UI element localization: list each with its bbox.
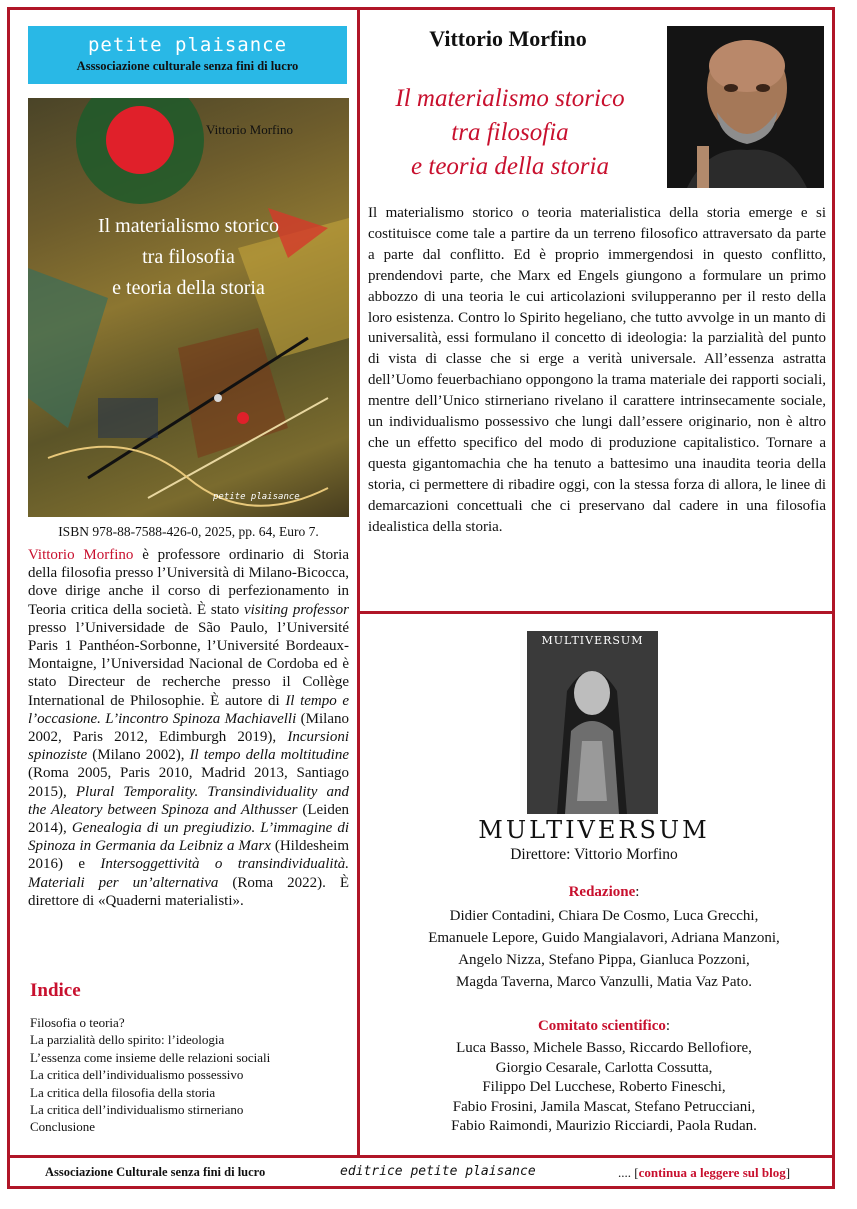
book-description: Il materialismo storico o teoria materialistica della storia emerge e si costituisce come tale a partire da un terreno filosofico attraversato da parte a parte dal conflitto. Ed è proprio immergendosi in questo conflitto, prendendovi parte, che Marx ed Engels giungono a formulare un primo abbozzo di una teoria le cui articolazioni svilupperanno per il resto della loro esistenza. Contro lo Spirito hegeliano, che tutto avvolge in un manto di universalità, essi formulano il concetto di ideologia: la parzialità del punto di vista di classe che si erge a verità universale. All’essenza astratta dell’Uomo feuerbachiano oppongono la trama materiale dei rapporti sociali, mentre dell’Unico stirneriano rivelano il carattere intrinsecamente sociale, un individualismo possessivo che lungi dall’essere originario, non è altro che un effetto specifico del modo di produzione capitalistico. Tornare a questa gigantomachia che ha tenuto a battesimo una inaudita teoria della storia, ci permettere di ribadire oggi, con la stessa forza di allora, le linee di demarcazioni concettuali che ci preservano dal cadere in una filosofia idealistica della storia. [368,205,826,535]
redazione-list [364,905,844,993]
redazione-line: Angelo Nizza, Stefano Pippa, Gianluca Pozzoni, [458,952,750,968]
multiversum-title: MULTIVERSUM [478,816,710,844]
redazione-heading: Redazione: [568,884,640,900]
cover-author: Vittorio Morfino [206,122,293,137]
bio-work-title: Incursioni spinoziste [28,729,349,764]
comitato-heading: Comitato scientifico: [537,1018,671,1034]
indice-heading: Indice [30,980,81,1001]
isbn-line: ISBN 978-88-7588-426-0, 2025, pp. 64, Euro 7. [58,524,319,539]
indice-item: Conclusione [30,1119,95,1135]
bio-text: (Hildesheim 2016) e [28,838,349,873]
main-title-line: tra filosofia [451,119,569,146]
association-subtitle: Asssociazione culturale senza fini di lucro [76,59,299,73]
indice-item: L’essenza come insieme delle relazioni sociali [30,1049,271,1065]
association-name: petite plaisance [87,34,288,56]
comitato-line: Fabio Raimondi, Maurizio Ricciardi, Paola Rudan. [451,1118,757,1134]
multiversum-cover [527,631,658,814]
bio-author-name: Vittorio Morfino [28,547,134,563]
footer-association: Associazione Culturale senza fini di lucro [45,1165,266,1179]
bio-work-title: Genealogia di un pregiudizio. L’immagine di Spinoza in Germania da Leibniz a Marx [28,820,349,855]
column-divider [357,7,360,1158]
comitato-line: Filippo Del Lucchese, Roberto Fineschi, [482,1079,726,1095]
redazione-line: Emanuele Lepore, Guido Mangialavori, Adriana Manzoni, [428,930,780,946]
bio-work-title: Il tempo della moltitudine [189,747,350,764]
cover-title-line: tra filosofia [142,246,235,268]
bio-work-title: Plural Temporality. Transindividuality and the Aleatory between Spinoza and Althusser [28,783,349,818]
author-bio [28,546,349,910]
main-title [362,82,658,184]
bio-italic: visiting professor [243,601,349,618]
footer-publisher: editrice petite plaisance [340,1164,536,1179]
author-photo [667,26,824,188]
cover-title-line: Il materialismo storico [97,215,280,237]
footer-divider [7,1155,835,1158]
cover-publisher-mark: petite plaisance [213,492,300,502]
redazione-line: Didier Contadini, Chiara De Cosmo, Luca Grecchi, [449,908,759,924]
footer-prefix: .... [ [618,1165,639,1180]
indice-item: La critica dell’individualismo possessivo [30,1067,244,1083]
bio-work-title: Intersoggettività o transindividualità. Materiali per un’alternativa [28,856,349,891]
bio-work-title: Il tempo e l’occasione. L’incontro Spinoza Machiavelli [28,692,349,727]
association-banner [28,26,347,84]
main-title-line: Il materialismo storico [395,85,625,112]
comitato-label: Comitato scientifico [537,1018,666,1034]
bio-text: presso l’Universidade de São Paulo, l’Université Paris 1 Panthéon-Sorbonne, l’Université Bordeaux-Montaigne, l’Universidad Nacional de Cordoba ed è stato Directeur de recherche presso il Collège International de Philosophie. È autore di [28,619,349,709]
redazione-label: Redazione [568,884,636,900]
comitato-line: Giorgio Cesarale, Carlotta Cossutta, [495,1059,713,1076]
multiversum-cover-image [527,631,658,814]
indice-item: Filosofia o teoria? [30,1015,125,1030]
bio-text: è professore ordinario di Storia della filosofia presso l’Università di Milano-Bicocca, dove dirige anche il corso di perfezionamento in Teoria critica della società. È stato [28,547,349,618]
header-author: Vittorio Morfino [429,26,587,51]
book-cover [28,98,349,517]
footer-blog [618,1165,790,1181]
right-section-divider [357,611,835,614]
indice-item: La parzialità dello spirito: l’ideologia [30,1032,225,1048]
bio-text: (Milano 2002, Paris 2012, Edimburgh 2019), [28,710,350,746]
blog-link[interactable]: continua a leggere sul blog [638,1165,786,1180]
redazione-line: Magda Taverna, Marco Vanzulli, Matia Vaz Pato. [456,974,752,990]
comitato-list [364,1039,844,1137]
cover-title-line: e teoria della storia [112,277,265,299]
author-photo-image [667,26,824,188]
bio-text: (Roma 2022). È direttore di «Quaderni materialisti». [28,874,349,909]
comitato-line: Luca Basso, Michele Basso, Riccardo Bellofiore, [456,1040,752,1056]
multiversum-cover-label: MULTIVERSUM [541,634,644,647]
indice-item: La critica della filosofia della storia [30,1084,216,1100]
cover-artwork [28,98,349,517]
bio-text: (Roma 2005, Paris 2010, Madrid 2013, Santiago 2015), [28,765,349,800]
multiversum-director: Direttore: Vittorio Morfino [510,846,678,863]
main-title-line: e teoria della storia [411,153,609,180]
bio-text: (Milano 2002), [87,747,190,764]
cover-title [28,211,349,304]
indice-list [30,1014,270,1136]
indice-item: La critica dell’individualismo stirneriano [30,1102,244,1118]
comitato-line: Fabio Frosini, Jamila Mascat, Stefano Petrucciani, [452,1098,756,1115]
footer-suffix: ] [785,1165,791,1180]
bio-text: (Leiden 2014), [28,801,349,837]
